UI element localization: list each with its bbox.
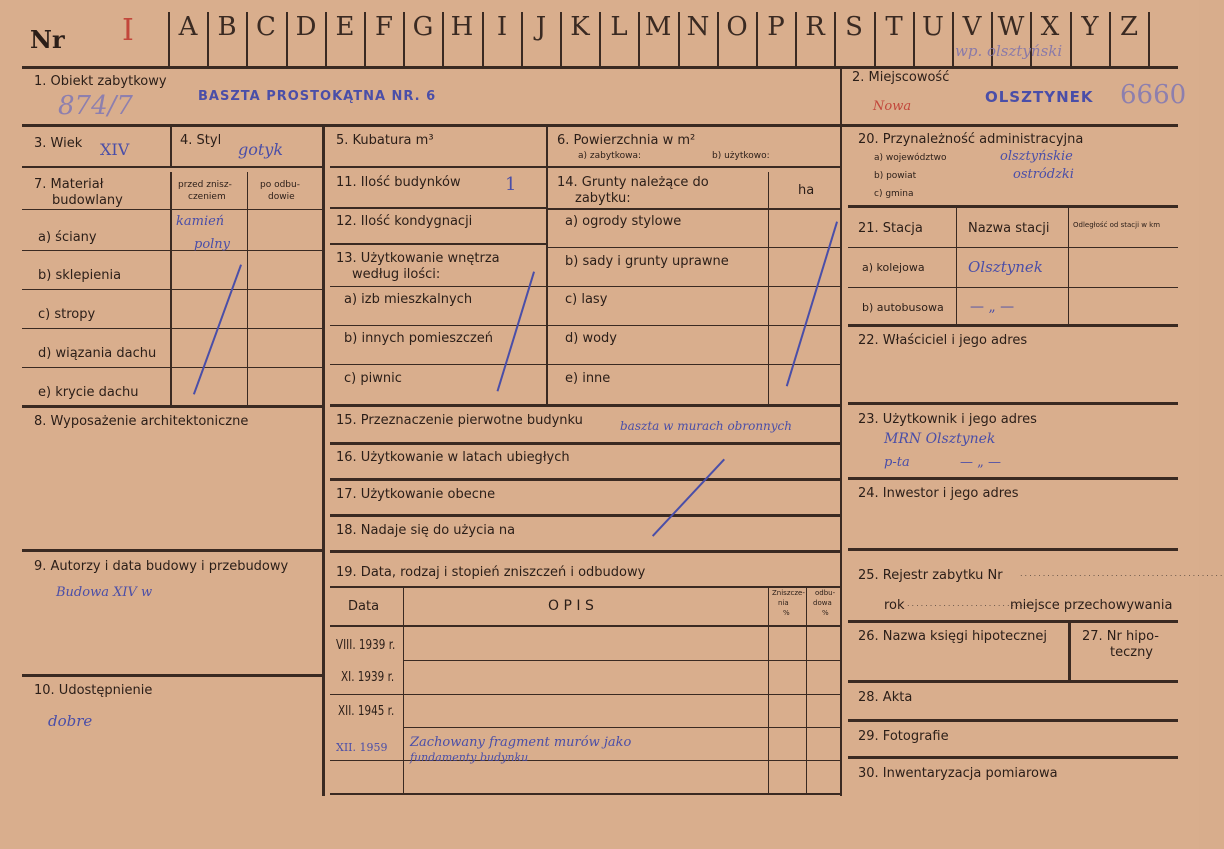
f19-row-date-2: XI. 1939 r.: [341, 670, 395, 685]
f18-label: 18. Nadaje się do użycia na: [336, 523, 516, 538]
f21-a-label: a) kolejowa: [862, 261, 925, 274]
alphabet-letter-t: T: [885, 12, 903, 42]
f24-label: 24. Inwestor i jego adres: [858, 486, 1019, 501]
f19-col-data: Data: [348, 599, 380, 614]
f14-unit: ha: [798, 183, 815, 198]
f19-row-date-1: VIII. 1939 r.: [336, 638, 396, 653]
f3-value: XIV: [100, 140, 130, 159]
f7-col-before-2: czeniem: [188, 192, 226, 202]
f13-strike-line: [497, 271, 535, 391]
f27-label-2: teczny: [1110, 645, 1153, 660]
f1-number: 874/7: [58, 91, 133, 121]
f19-col-rebuild-3: %: [822, 609, 829, 617]
f7-label-2: budowlany: [52, 193, 123, 208]
f19-col-damage-2: nia: [778, 599, 789, 607]
alphabet-letter-n: N: [686, 12, 710, 42]
alphabet-letter-f: F: [374, 12, 394, 42]
f27-label-1: 27. Nr hipo-: [1082, 629, 1159, 644]
alphabet-letter-v: V: [962, 12, 982, 42]
f4-label: 4. Styl: [180, 133, 222, 148]
f7-walls-value-2: polny: [194, 237, 231, 252]
f2-label: 2. Miejscowość: [852, 70, 950, 85]
f16-18-strike-line: [652, 459, 725, 537]
f9-label: 9. Autorzy i data budowy i przebudowy: [34, 559, 289, 574]
f7-label-1: 7. Materiał: [34, 177, 104, 192]
f17-label: 17. Użytkowanie obecne: [336, 487, 496, 502]
alphabet-letter-j: J: [535, 12, 547, 42]
f19-label: 19. Data, rodzaj i stopień zniszczeń i odbudowy: [336, 565, 646, 580]
f15-label: 15. Przeznaczenie pierwotne budynku: [336, 413, 583, 428]
f25-dots-2: ...........................: [907, 599, 1030, 608]
f7-row-ceilings: c) stropy: [38, 307, 96, 322]
f7-col-after-1: po odbu-: [260, 180, 300, 190]
f19-row-date-4: XII. 1959: [336, 741, 388, 754]
alphabet-letter-x: X: [1040, 12, 1060, 42]
f9-value: Budowa XIV w: [56, 585, 153, 600]
f20-b-label: b) powiat: [874, 171, 917, 181]
alphabet-letter-w: W: [997, 12, 1025, 42]
alphabet-letter-h: H: [450, 12, 474, 42]
f13-row-other: b) innych pomieszczeń: [344, 331, 494, 346]
f14-label-1: 14. Grunty należące do: [557, 175, 709, 190]
alphabet-letter-m: M: [644, 12, 672, 42]
f5-label: 5. Kubatura m³: [336, 133, 434, 148]
f14-row-forests: c) lasy: [565, 292, 608, 307]
f6-sub-b: b) użytkowo:: [712, 151, 770, 161]
f21-b-value: — „ —: [970, 299, 1015, 315]
f4-value: gotyk: [238, 140, 284, 159]
f25-rok: rok: [884, 598, 905, 613]
f8-label: 8. Wyposażenie architektoniczne: [34, 414, 249, 429]
alphabet-letter-u: U: [922, 12, 944, 42]
f23-value-2: p-ta: [884, 455, 910, 470]
f2-value: OLSZTYNEK: [985, 88, 1094, 106]
f7-row-roof-truss: d) wiązania dachu: [38, 346, 157, 361]
alphabet-letter-s: S: [845, 12, 863, 42]
f20-a-value: olsztyńskie: [1000, 149, 1073, 164]
f13-row-rooms: a) izb mieszkalnych: [344, 292, 473, 307]
alphabet-letter-a: A: [178, 12, 198, 42]
f25-dots-1: .............................................: [1020, 569, 1224, 578]
alphabet-letter-c: C: [256, 12, 276, 42]
f29-label: 29. Fotografie: [858, 729, 949, 744]
f3-label: 3. Wiek: [34, 136, 83, 151]
nr-value: I: [122, 13, 134, 48]
f21-label: 21. Stacja: [858, 221, 923, 236]
f2-note: Nowa: [873, 99, 912, 114]
f2-number: 6660: [1120, 80, 1187, 110]
f19-col-rebuild-1: odbu-: [815, 589, 836, 597]
f21-col-name: Nazwa stacji: [968, 221, 1050, 236]
f20-a-label: a) województwo: [874, 153, 947, 163]
f11-label: 11. Ilość budynków: [336, 175, 461, 190]
f7-row-vaults: b) sklepienia: [38, 268, 122, 283]
f22-label: 22. Właściciel i jego adres: [858, 333, 1028, 348]
f13-label-1: 13. Użytkowanie wnętrza: [336, 251, 500, 266]
f19-col-damage-3: %: [783, 609, 790, 617]
f19-col-damage-1: Zniszcze-: [772, 589, 805, 597]
f19-col-opis: O P I S: [548, 598, 594, 614]
alphabet-letter-e: E: [335, 12, 355, 42]
f14-row-other: e) inne: [565, 371, 611, 386]
f7-row-roofing: e) krycie dachu: [38, 385, 139, 400]
alphabet-letter-g: G: [412, 12, 434, 42]
f7-walls-value-1: kamień: [176, 214, 225, 229]
f19-desc-1: Zachowany fragment murów jako: [410, 735, 632, 750]
alphabet-separator: [1148, 12, 1150, 66]
alphabet-letter-r: R: [805, 12, 825, 42]
f23-label: 23. Użytkownik i jego adres: [858, 412, 1037, 427]
f10-value: dobre: [48, 712, 93, 730]
f20-label: 20. Przynależność administracyjna: [858, 132, 1084, 147]
f26-label: 26. Nazwa księgi hipotecznej: [858, 629, 1047, 644]
f7-col-after-2: dowie: [268, 192, 295, 202]
f23-value-2b: — „ —: [960, 455, 1001, 470]
alphabet-letter-y: Y: [1081, 12, 1099, 42]
alphabet-letter-b: B: [217, 12, 237, 42]
nr-label: Nr: [30, 25, 65, 54]
f15-value: baszta w murach obronnych: [620, 419, 793, 433]
alphabet-letter-p: P: [767, 12, 785, 42]
alphabet-letter-o: O: [726, 12, 748, 42]
f1-value: BASZTA PROSTOKĄTNA NR. 6: [198, 89, 437, 104]
f21-col-distance: Odległość od stacji w km: [1073, 221, 1161, 229]
f10-label: 10. Udostępnienie: [34, 683, 153, 698]
f19-desc-2: fundamenty budynku: [410, 751, 529, 764]
f21-a-value: Olsztynek: [968, 258, 1043, 276]
alphabet-letter-k: K: [570, 12, 590, 42]
f19-row-date-3: XII. 1945 r.: [338, 704, 395, 719]
f14-row-orchards: b) sady i grunty uprawne: [565, 254, 729, 269]
f6-label: 6. Powierzchnia w m²: [557, 133, 696, 148]
f23-value-1: MRN Olsztynek: [884, 431, 996, 447]
f13-label-2: według ilości:: [352, 267, 441, 282]
f19-col-rebuild-2: dowa: [813, 599, 832, 607]
f14-row-waters: d) wody: [565, 331, 617, 346]
f28-label: 28. Akta: [858, 690, 913, 705]
f20-b-value: ostródzki: [1013, 167, 1074, 182]
alphabet-letter-z: Z: [1119, 12, 1139, 42]
alphabet-letter-d: D: [295, 12, 317, 42]
f1-label: 1. Obiekt zabytkowy: [34, 74, 167, 89]
f7-col-before-1: przed znisz-: [178, 180, 232, 190]
top-right-note: wp. olsztyński: [955, 42, 1063, 60]
f21-b-label: b) autobusowa: [862, 301, 944, 314]
f7-row-walls: a) ściany: [38, 230, 97, 245]
f12-label: 12. Ilość kondygnacji: [336, 214, 473, 229]
f16-label: 16. Użytkowanie w latach ubiegłych: [336, 450, 570, 465]
f13-row-cellars: c) piwnic: [344, 371, 402, 386]
f14-label-2: zabytku:: [575, 191, 631, 206]
f25-label: 25. Rejestr zabytku Nr: [858, 568, 1003, 583]
f30-label: 30. Inwentaryzacja pomiarowa: [858, 766, 1058, 781]
f11-value: 1: [505, 174, 517, 195]
f25-miejsce: miejsce przechowywania: [1010, 598, 1173, 613]
f6-sub-a: a) zabytkowa:: [578, 151, 641, 161]
f20-c-label: c) gmina: [874, 189, 914, 199]
f7-strike-line: [193, 264, 242, 394]
alphabet-letter-i: I: [496, 12, 508, 42]
f14-row-gardens: a) ogrody stylowe: [565, 214, 682, 229]
alphabet-letter-l: L: [610, 12, 628, 42]
